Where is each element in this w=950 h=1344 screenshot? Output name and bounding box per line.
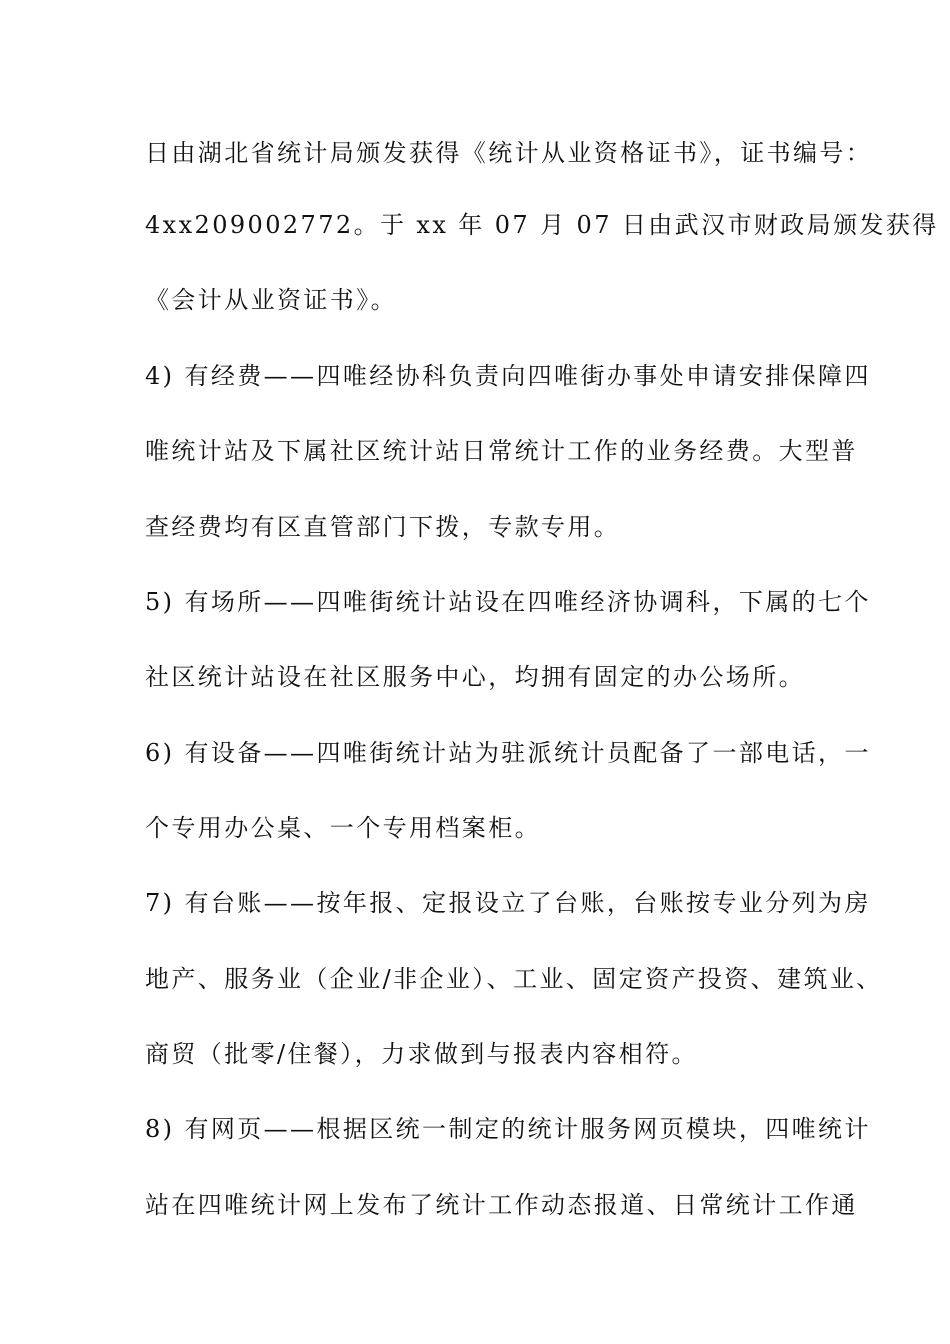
text-line: 5) 有场所——四唯街统计站设在四唯经济协调科，下属的七个 <box>145 588 871 616</box>
text-line: 4xx209002772。于 xx 年 07 月 07 日由武汉市财政局颁发获得 <box>145 211 939 239</box>
text-line: 8) 有网页——根据区统一制定的统计服务网页模块，四唯统计 <box>145 1115 871 1143</box>
text-line: 4) 有经费——四唯经协科负责向四唯街办事处申请安排保障四 <box>145 362 871 390</box>
text-line: 地产、服务业（企业/非企业）、工业、固定资产投资、建筑业、 <box>145 965 883 993</box>
text-line: 日由湖北省统计局颁发获得《统计从业资格证书》，证书编号： <box>145 139 873 167</box>
text-line: 《会计从业资证书》。 <box>145 286 397 314</box>
text-line: 6) 有设备——四唯街统计站为驻派统计员配备了一部电话，一 <box>145 739 871 767</box>
text-line: 7) 有台账——按年报、定报设立了台账，台账按专业分列为房 <box>145 889 871 917</box>
text-line: 唯统计站及下属社区统计站日常统计工作的业务经费。大型普 <box>145 437 858 465</box>
text-line: 站在四唯统计网上发布了统计工作动态报道、日常统计工作通 <box>145 1191 858 1219</box>
text-line: 查经费均有区直管部门下拨，专款专用。 <box>145 513 621 541</box>
text-line: 个专用办公桌、一个专用档案柜。 <box>145 814 541 842</box>
text-line: 商贸（批零/住餐），力求做到与报表内容相符。 <box>145 1040 698 1068</box>
text-line: 社区统计站设在社区服务中心，均拥有固定的办公场所。 <box>145 663 805 691</box>
